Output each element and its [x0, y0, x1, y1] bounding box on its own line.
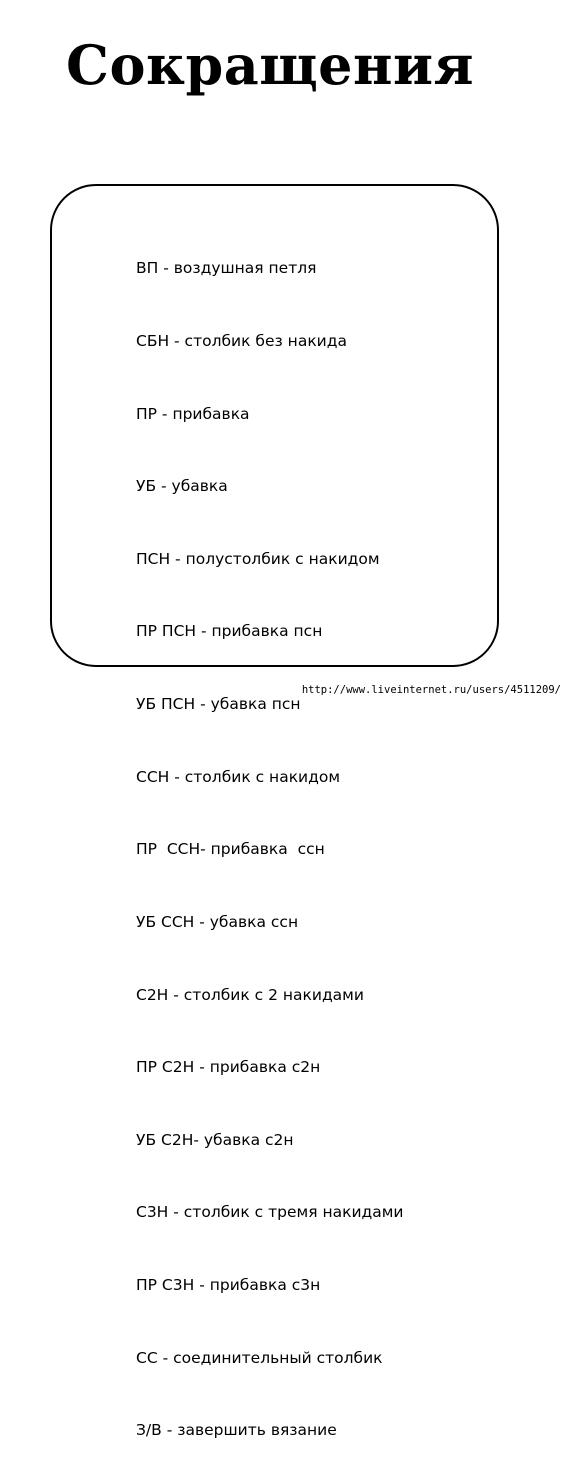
list-item: СБН - столбик без накида: [136, 332, 347, 351]
list-item: С3Н - столбик с тремя накидами: [136, 1203, 404, 1222]
list-item: ПР С3Н - прибавка с3н: [136, 1275, 321, 1294]
list-item: СС - соединительный столбик: [136, 1348, 383, 1367]
list-item: ПР ПСН - прибавка псн: [136, 622, 323, 641]
list-item: ССН - столбик с накидом: [136, 767, 341, 786]
list-item: УБ ПСН - убавка псн: [136, 695, 301, 714]
list-item: ПР С2Н - прибавка с2н: [136, 1058, 321, 1077]
abbreviation-list: [136, 208, 404, 1467]
list-item: ПР ССН- прибавка ссн: [136, 840, 325, 859]
list-item: С2Н - столбик с 2 накидами: [136, 985, 364, 1004]
page-title: Сокращения: [66, 33, 474, 97]
list-item: УБ С2Н- убавка с2н: [136, 1130, 294, 1149]
watermark-url: http://www.liveinternet.ru/users/4511209/: [301, 684, 561, 696]
list-item: УБ - убавка: [136, 477, 228, 496]
list-item: ПР - прибавка: [136, 404, 250, 423]
list-item: ПСН - полустолбик с накидом: [136, 549, 380, 568]
list-item: З/В - завершить вязание: [136, 1421, 337, 1440]
list-item: УБ ССН - убавка ссн: [136, 912, 299, 931]
list-item: ВП - воздушная петля: [136, 259, 317, 278]
